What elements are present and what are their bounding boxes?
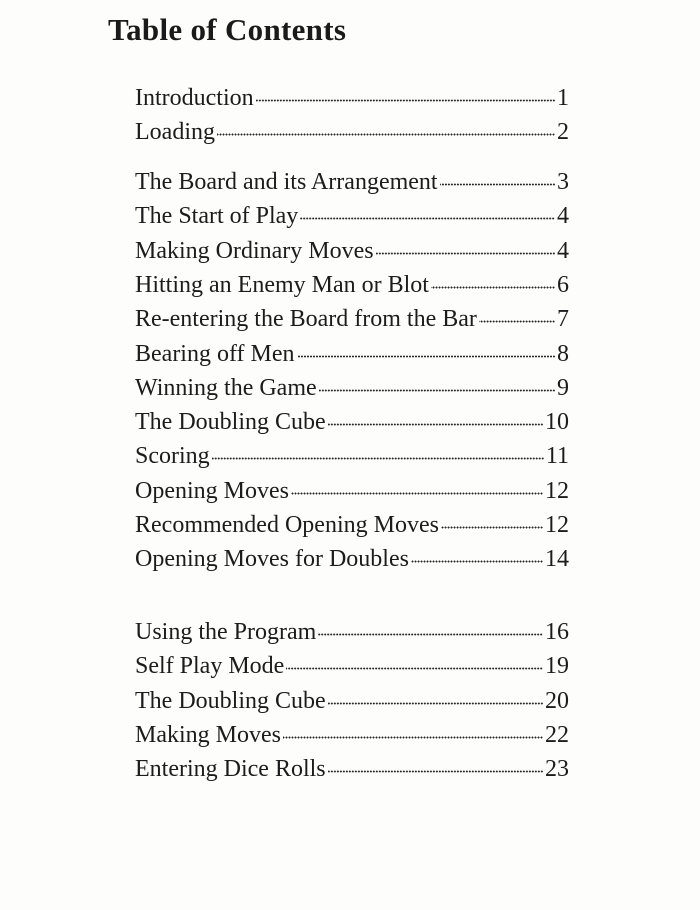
dot-leader: [431, 286, 555, 289]
dot-leader: [300, 217, 555, 220]
toc-entry: [135, 116, 569, 148]
toc-entry-page-number: 22: [545, 721, 569, 748]
toc-entry-page-number: 6: [557, 271, 569, 298]
toc-entry: [135, 235, 569, 267]
toc-entry-label: The Board and its Arrangement: [135, 169, 438, 195]
toc-entry-label: Bearing off Men: [135, 340, 295, 367]
toc-entry-label: The Start of Play: [135, 203, 299, 230]
toc-entry-label: Opening Moves for Doubles: [135, 546, 409, 573]
dot-leader: [291, 492, 543, 495]
toc-entry-page-number: 11: [545, 443, 569, 470]
toc-entry-label: Introduction: [135, 85, 254, 111]
toc-entry: [135, 303, 569, 335]
toc-entry-page-number: 23: [545, 756, 569, 783]
dot-leader: [256, 99, 555, 102]
dot-leader: [319, 389, 555, 392]
toc-entry-label: The Doubling Cube: [135, 409, 326, 436]
toc-entry-page-number: 9: [557, 374, 569, 401]
dot-leader: [411, 560, 543, 563]
toc-entry-label: Making Moves: [135, 721, 281, 748]
toc-entry-page-number: 19: [545, 653, 569, 680]
toc-entry: [135, 200, 569, 232]
dot-leader: [217, 133, 555, 136]
toc-entry-label: Recommended Opening Moves: [135, 512, 439, 538]
toc-entry-page-number: 20: [545, 687, 569, 714]
toc-entry-page-number: 12: [545, 512, 569, 538]
toc-entry-label: Scoring: [135, 443, 210, 470]
toc-entry: [135, 543, 569, 575]
toc-entry: [135, 685, 569, 717]
toc-entry-page-number: 1: [557, 85, 569, 111]
dot-leader: [376, 252, 555, 255]
toc-entry-page-number: 4: [557, 203, 569, 230]
toc-entry: [135, 616, 569, 648]
toc-entry-label: Hitting an Enemy Man or Blot: [135, 271, 429, 298]
toc-entry-label: The Doubling Cube: [135, 687, 326, 714]
dot-leader: [440, 183, 555, 186]
toc-entry: [135, 338, 569, 370]
toc-entry-page-number: 16: [545, 619, 569, 645]
dot-leader: [328, 423, 543, 426]
toc-entry: [135, 509, 569, 541]
dot-leader: [212, 457, 544, 460]
toc-entry-page-number: 10: [545, 409, 569, 436]
toc-entry-page-number: 2: [557, 119, 569, 146]
toc-entry-page-number: 3: [557, 169, 569, 195]
toc-entry-label: Loading: [135, 119, 215, 146]
toc-entry-label: Self Play Mode: [135, 653, 285, 680]
dot-leader: [283, 736, 543, 739]
dot-leader: [297, 355, 555, 358]
toc-entry: [135, 440, 569, 472]
dot-leader: [328, 770, 543, 773]
toc-entry: [135, 372, 569, 404]
toc-entry-label: Winning the Game: [135, 374, 317, 401]
page-title: Table of Contents: [108, 12, 347, 47]
toc-entry-page-number: 8: [557, 340, 569, 367]
dot-leader: [441, 526, 543, 529]
toc-entry-label: Using the Program: [135, 619, 317, 645]
dot-leader: [286, 667, 543, 670]
toc-entry-label: Opening Moves: [135, 477, 289, 504]
toc-entry: [135, 166, 569, 198]
toc-entry: [135, 82, 569, 114]
dot-leader: [479, 320, 555, 323]
toc-entry-page-number: 7: [557, 306, 569, 333]
dot-leader: [318, 633, 543, 636]
toc-entry: [135, 269, 569, 301]
toc-entry-label: Re-entering the Board from the Bar: [135, 306, 477, 333]
toc-entry-page-number: 4: [557, 237, 569, 264]
toc-entry: [135, 753, 569, 785]
toc-entry: [135, 650, 569, 682]
toc-entry-label: Entering Dice Rolls: [135, 756, 326, 783]
toc-entry-page-number: 14: [545, 546, 569, 573]
dot-leader: [328, 702, 543, 705]
toc-entry-page-number: 12: [545, 477, 569, 504]
toc-entry: [135, 475, 569, 507]
toc-entry-label: Making Ordinary Moves: [135, 237, 374, 264]
toc-entry: [135, 719, 569, 751]
toc-entry: [135, 406, 569, 438]
